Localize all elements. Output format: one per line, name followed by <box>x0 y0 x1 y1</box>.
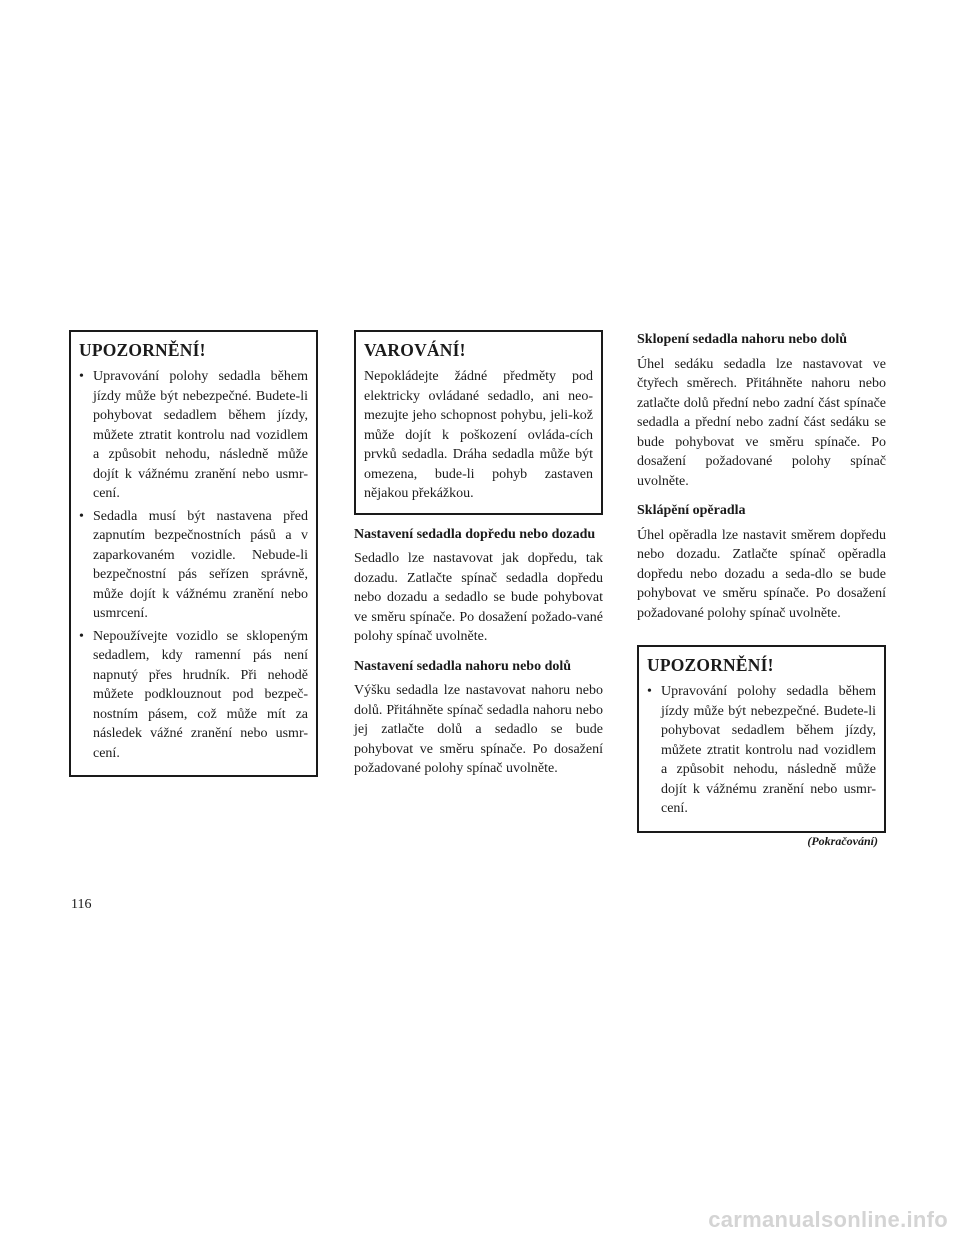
caution-box-right <box>637 645 886 833</box>
bullet-icon: • <box>79 628 84 644</box>
section-text-tilt: Úhel sedáku sedadla lze nastavovat ve čtyřech směrech. Přitáhněte nahoru nebo zatlačte dolů přední nebo zadní část spínače sedadla a přední nebo zadní část sedáku se bude pohybovat ve směru spínače. Po dosažení požadované polohy spínač uvolněte. <box>637 356 886 489</box>
watermark: carmanualsonline.info <box>708 1207 948 1232</box>
caution-item: • Upravování polohy sedadla během jízdy může být nebezpečné. Budete-li pohybovat sedadlem během jízdy, můžete ztratit kontrolu nad vozidlem a způsobit nehodu, následně může dojít k vážnému zranění nebo usmr-cení. <box>79 369 308 501</box>
warning-box <box>354 330 603 515</box>
caution-box-left <box>69 330 318 777</box>
bullet-icon: • <box>79 369 84 384</box>
bullet-icon: • <box>79 508 84 524</box>
caution-list <box>647 682 876 819</box>
column-middle <box>354 330 603 789</box>
caution-title: UPOZORNĚNÍ! <box>647 655 774 675</box>
caution-item: • Sedadla musí být nastavena před zapnutím bezpečnostních pásů a v zaparkovaném vozidle. Nebude-li bezpečnostní pás seřízen správně, může dojít k vážnému zranění nebo usmrcení. <box>79 508 308 621</box>
continued-label: (Pokračování) <box>807 834 878 848</box>
section-heading-up-down: Nastavení sedadla nahoru nebo dolů <box>354 658 572 674</box>
section-text-up-down: Výšku sedadla lze nastavovat nahoru nebo dolů. Přitáhněte spínač sedadla nahoru nebo jej zatlačte dolů a sedadlo se bude pohybovat ve směru spínače. Po dosažení požadované polohy spínač uvolněte. <box>354 683 603 776</box>
bullet-icon: • <box>647 684 652 699</box>
caution-item: • Nepoužívejte vozidlo se sklopeným sedadlem, kdy ramenní pás není napnutý přes hrudník. Při nehodě můžete podklouznout pod bezpeč-nostním pásem, což může mít za následek vážné zranění nebo usmr-cení. <box>79 628 308 761</box>
warning-title: VAROVÁNÍ! <box>364 340 466 360</box>
caution-list <box>79 367 308 763</box>
page-number: 116 <box>71 897 92 912</box>
column-left <box>69 330 318 777</box>
caution-item: • Upravování polohy sedadla během jízdy může být nebezpečné. Budete-li pohybovat sedadlem během jízdy, můžete ztratit kontrolu nad vozidlem a způsobit nehodu, následně může dojít k vážnému zranění nebo usmr-cení. <box>647 684 876 816</box>
section-text-forward-backward: Sedadlo lze nastavovat jak dopředu, tak dozadu. Zatlačte spínač sedadla dopředu nebo dozadu a sedadlo se bude pohybovat ve směru spínače. Po dosažení požado-vané polohy spínač uvolněte. <box>354 551 603 644</box>
caution-title: UPOZORNĚNÍ! <box>79 340 206 360</box>
column-right <box>637 330 886 833</box>
section-heading-recline: Sklápění opěradla <box>637 503 746 518</box>
warning-text: Nepokládejte žádné předměty pod elektricky ovládané sedadlo, ani neo-mezujte jeho schopnost pohybu, jeli-kož může dojít k poškození ovláda-cích prvků sedadla. Dráha sedadla může být omezena, bude-li pohyb zastaven nějakou překážkou. <box>364 369 593 501</box>
section-heading-tilt: Sklopení sedadla nahoru nebo dolů <box>637 332 848 347</box>
section-heading-forward-backward: Nastavení sedadla dopředu nebo dozadu <box>354 526 596 542</box>
section-text-recline: Úhel opěradla lze nastavit směrem dopředu nebo dozadu. Zatlačte spínač opěradla dopředu nebo dozadu a seda-dlo se bude pohybovat ve směru spínače. Po dosažení požadované polohy spínač uvolněte. <box>637 527 886 621</box>
